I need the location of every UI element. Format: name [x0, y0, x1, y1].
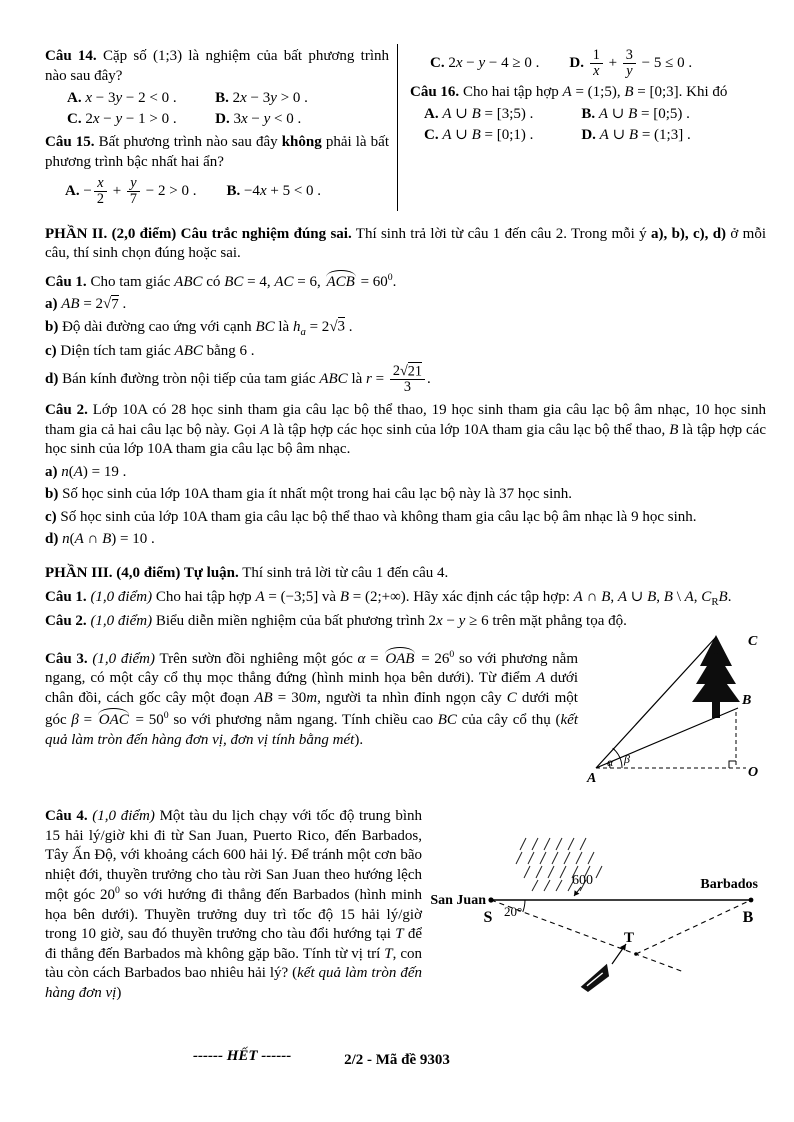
option-letter: A.	[67, 90, 82, 106]
option-letter: A.	[424, 106, 439, 123]
san-juan-label: San Juan	[430, 893, 486, 909]
question-text: Biểu diễn miền nghiệm của bất phương trình 2x − y ≥ 6 trên mặt phẳng tọa độ.	[155, 613, 627, 630]
question-title	[45, 647, 578, 751]
statement-text: Diện tích tam giác ABC bằng 6 .	[60, 342, 255, 359]
multiple-choice-section	[45, 44, 766, 211]
statement-letter: d)	[45, 531, 59, 548]
part3-question-3-block	[45, 633, 766, 791]
ship-route-diagram	[426, 830, 766, 1022]
question-label: Câu 2.	[45, 402, 88, 419]
question-text: Một tàu du lịch chạy với tốc độ trung bình 15 hải lý/giờ khi đi từ San Juan, Puerto Rico, đến Barbados, Tây Ấn Độ, với khoảng cách 600 hải lý. Để tránh một cơn bão nhiệt đới, thuyền trưởng cho tàu rời San Juan theo hướng lệch một góc $20^0$ so với hướng đi thẳng đến Barbados (hình minh họa bên dưới). Thuyền trưởng duy trì tốc độ 15 hải lý/giờ trong 10 giờ, sau đó thuyền trưởng cho tàu đổi hướng tại T để đi thẳng đến Barbados mà không gặp bão. Tính từ vị trí T, con tàu còn cách Barbados bao nhiêu hải lý? (kết quả làm tròn đến hàng đơn vị)	[45, 808, 423, 1001]
point-B-label: B	[742, 909, 754, 927]
option-d	[569, 48, 692, 79]
option-letter: D.	[569, 54, 584, 71]
left-column	[45, 44, 397, 211]
part3-question-1	[45, 588, 766, 609]
statement-b	[45, 318, 766, 339]
part3-question-2	[45, 612, 766, 632]
part2-heading-rest: Thí sinh trả lời từ câu 1 đến câu 2. Trong mỗi ý a), b), c), d) ở mỗi câu, thí sinh chọn đúng hoặc sai.	[45, 225, 766, 262]
option-formula: x − 3y − 2 < 0 .	[85, 90, 177, 106]
right-angle-mark	[729, 761, 736, 768]
beta-label: β	[624, 751, 630, 766]
option-formula: 2x − 3y > 0 .	[232, 90, 308, 106]
question-points: (1,0 điểm)	[92, 808, 155, 825]
option-a	[65, 176, 196, 207]
question-label: Câu 2.	[45, 613, 87, 630]
option-formula: − $\frac{x}{2}$ + $\frac{y}{7}$ − 2 > 0 .	[83, 175, 197, 207]
ship-icon	[577, 964, 615, 994]
part3-heading-bold: PHẦN III. (4,0 điểm) Tự luận.	[45, 564, 239, 581]
question-14-title	[45, 47, 389, 86]
point-T-dot	[634, 953, 638, 957]
barbados-label: Barbados	[700, 877, 758, 893]
question-text: Trên sườn đồi nghiêng một góc α = OAB = $26^0$ so với phương nằm ngang, có một cây cổ thụ mọc thẳng đứng (hình minh họa bên dưới). Từ điểm A dưới chân đồi, cách gốc cây một đoạn AB = 30m, người ta nhìn đỉnh ngọn cây C dưới một góc β = OAC = $50^0$ so với phương nằm ngang. Tính chiều cao BC của cây cổ thụ (kết quả làm tròn đến hàng đơn vị, đơn vị tính bằng mét).	[45, 648, 579, 748]
question-label: Câu 1.	[45, 589, 87, 606]
right-column	[397, 44, 766, 211]
question-16-options	[410, 105, 766, 145]
question-title	[45, 270, 766, 293]
statement-text: Độ dài đường cao ứng với cạnh BC là $h_a = 2√3$ .	[62, 318, 353, 338]
question-title	[45, 807, 422, 1003]
point-B-label: B	[742, 692, 752, 708]
statement-letter: b)	[45, 318, 59, 335]
statement-text: n(A) = 19 .	[61, 463, 127, 480]
statement-text: Số học sinh của lớp 10A tham gia ít nhất một trong hai câu lạc bộ này là 37 học sinh.	[62, 486, 573, 503]
part3-heading-rest: Thí sinh trả lời từ câu 1 đến câu 4.	[242, 564, 449, 581]
statement-letter: a)	[45, 296, 58, 313]
question-15-title	[45, 133, 389, 172]
question-label: Câu 15.	[45, 134, 95, 150]
part3-question-4	[45, 804, 422, 1006]
question-title	[45, 401, 766, 460]
part2-heading	[45, 225, 766, 264]
option-formula: 2x − y − 1 > 0 .	[85, 110, 177, 127]
question-label: Câu 16.	[410, 83, 460, 100]
tree-icon	[692, 635, 740, 718]
option-letter: C.	[424, 126, 439, 143]
hill-tree-figure	[586, 632, 766, 791]
point-T-label: T	[623, 930, 635, 947]
statement-letter: a)	[45, 463, 58, 480]
beta-arc	[613, 748, 622, 768]
question-text: Cho tam giác ABC có BC = 4, AC = 6, ACB = $60^0$.	[90, 274, 396, 290]
option-d	[215, 110, 389, 130]
question-16-title	[410, 83, 766, 103]
question-14	[45, 47, 389, 129]
option-formula: A ∪ B = [0;5) .	[598, 106, 690, 123]
part2-heading-bold: PHẦN II. (2,0 điểm) Câu trắc nghiệm đúng sai.	[45, 225, 352, 242]
route-TB-dashed	[636, 900, 751, 954]
sightline-AC	[596, 637, 716, 768]
part3-question-4-block	[45, 804, 766, 1029]
question-14-options	[45, 89, 389, 129]
question-15	[45, 133, 389, 207]
option-letter: D.	[215, 110, 230, 127]
statement-b	[45, 485, 766, 505]
option-letter: C.	[67, 110, 82, 127]
statement-d	[45, 530, 766, 550]
part2-question-2	[45, 401, 766, 550]
ship-route-figure	[426, 830, 766, 1029]
option-b	[581, 105, 766, 125]
point-C-label: C	[748, 633, 758, 649]
statement-letter: d)	[45, 371, 59, 388]
option-formula: 2x − y − 4 ≥ 0 .	[448, 54, 540, 71]
option-letter: B.	[215, 90, 229, 106]
option-a	[424, 105, 581, 125]
option-formula: −4x + 5 < 0 .	[243, 182, 322, 199]
statement-text: Bán kính đường tròn nội tiếp của tam giác ABC là r = $\frac{2√21}{3}$ .	[62, 363, 431, 396]
option-formula: 3x − y < 0 .	[233, 110, 302, 127]
statement-a	[45, 463, 766, 483]
statement-letter: c)	[45, 508, 57, 525]
question-label: Câu 4.	[45, 808, 88, 825]
question-label: Câu 1.	[45, 273, 87, 290]
option-a	[67, 89, 215, 109]
option-formula: A ∪ B = [0;1) .	[442, 126, 534, 143]
option-c	[67, 110, 215, 130]
statement-text: AB = 2√7 .	[61, 296, 127, 313]
question-label: Câu 14.	[45, 48, 97, 64]
point-S-label: S	[483, 909, 493, 927]
option-letter: C.	[430, 54, 445, 71]
statement-text: Số học sinh của lớp 10A tham gia câu lạc bộ thể thao và không tham gia câu lạc bộ âm nhạc là 9 học sinh.	[60, 508, 697, 525]
page-number: 2/2 - Mã đề 9303	[344, 1051, 450, 1068]
option-c	[424, 126, 581, 146]
question-text: Cặp số (1;3) là nghiệm của bất phương trình nào sau đây?	[45, 48, 389, 84]
angle-20-label: 20°	[504, 904, 523, 920]
option-letter: B.	[226, 182, 241, 199]
option-letter: B.	[581, 106, 596, 123]
end-marker: ------ HẾT ------	[193, 1047, 292, 1064]
option-b	[215, 89, 389, 109]
option-b	[226, 182, 321, 202]
point-O-label: O	[748, 764, 759, 780]
part2-question-1	[45, 270, 766, 395]
alpha-label: α	[607, 754, 614, 769]
question-points: (1,0 điểm)	[90, 589, 153, 606]
option-d	[581, 126, 766, 146]
hill-tree-diagram	[586, 632, 766, 784]
part3-heading	[45, 564, 766, 584]
question-text: Cho hai tập hợp A = (1;5), B = [0;3]. Khi đó	[462, 83, 728, 100]
option-letter: D.	[581, 126, 596, 143]
option-letter: A.	[65, 182, 80, 199]
statement-letter: b)	[45, 486, 59, 503]
option-formula: $\frac{1}{x}$ + $\frac{3}{y}$ − 5 ≤ 0 .	[588, 55, 692, 71]
statement-d	[45, 364, 766, 395]
statement-c	[45, 508, 766, 528]
question-16	[410, 83, 766, 146]
option-formula: A ∪ B = [3;5) .	[442, 106, 534, 123]
question-text: Lớp 10A có 28 học sinh tham gia câu lạc bộ thể thao, 19 học sinh tham gia câu lạc bộ âm nhạc, 10 học sinh tham gia cả hai câu lạc bộ này. Gọi A là tập hợp các học sinh của lớp 10A tham gia câu lạc bộ thể thao, B là tập hợp các học sinh của lớp 10A tham gia câu lạc bộ âm nhạc.	[45, 402, 766, 458]
part3-question-3	[45, 644, 578, 754]
distance-600-label: 600	[572, 873, 593, 889]
question-text: Cho hai tập hợp A = (−3;5] và B = (2;+∞). Hãy xác định các tập hợp: A ∩ B, A ∪ B, B \ A, $C_RB$.	[155, 589, 732, 609]
question-15-options-cd	[410, 48, 766, 79]
slope-line-AB	[596, 708, 738, 768]
statement-letter: c)	[45, 342, 57, 359]
statement-text: n(A ∩ B) = 10 .	[62, 531, 155, 548]
statement-a	[45, 295, 766, 315]
point-A-label: A	[587, 770, 597, 784]
question-label: Câu 3.	[45, 650, 88, 667]
question-15-options-ab	[45, 176, 389, 207]
option-formula: A ∪ B = (1;3] .	[599, 126, 691, 143]
question-points: (1,0 điểm)	[92, 650, 156, 667]
statement-c	[45, 342, 766, 362]
question-text: Bất phương trình nào sau đây không phải là bất phương trình bậc nhất hai ẩn?	[45, 134, 389, 170]
question-points: (1,0 điểm)	[90, 613, 153, 630]
option-c	[430, 54, 539, 74]
distance-arrowhead	[574, 891, 579, 897]
angle-20-arc	[523, 900, 525, 912]
